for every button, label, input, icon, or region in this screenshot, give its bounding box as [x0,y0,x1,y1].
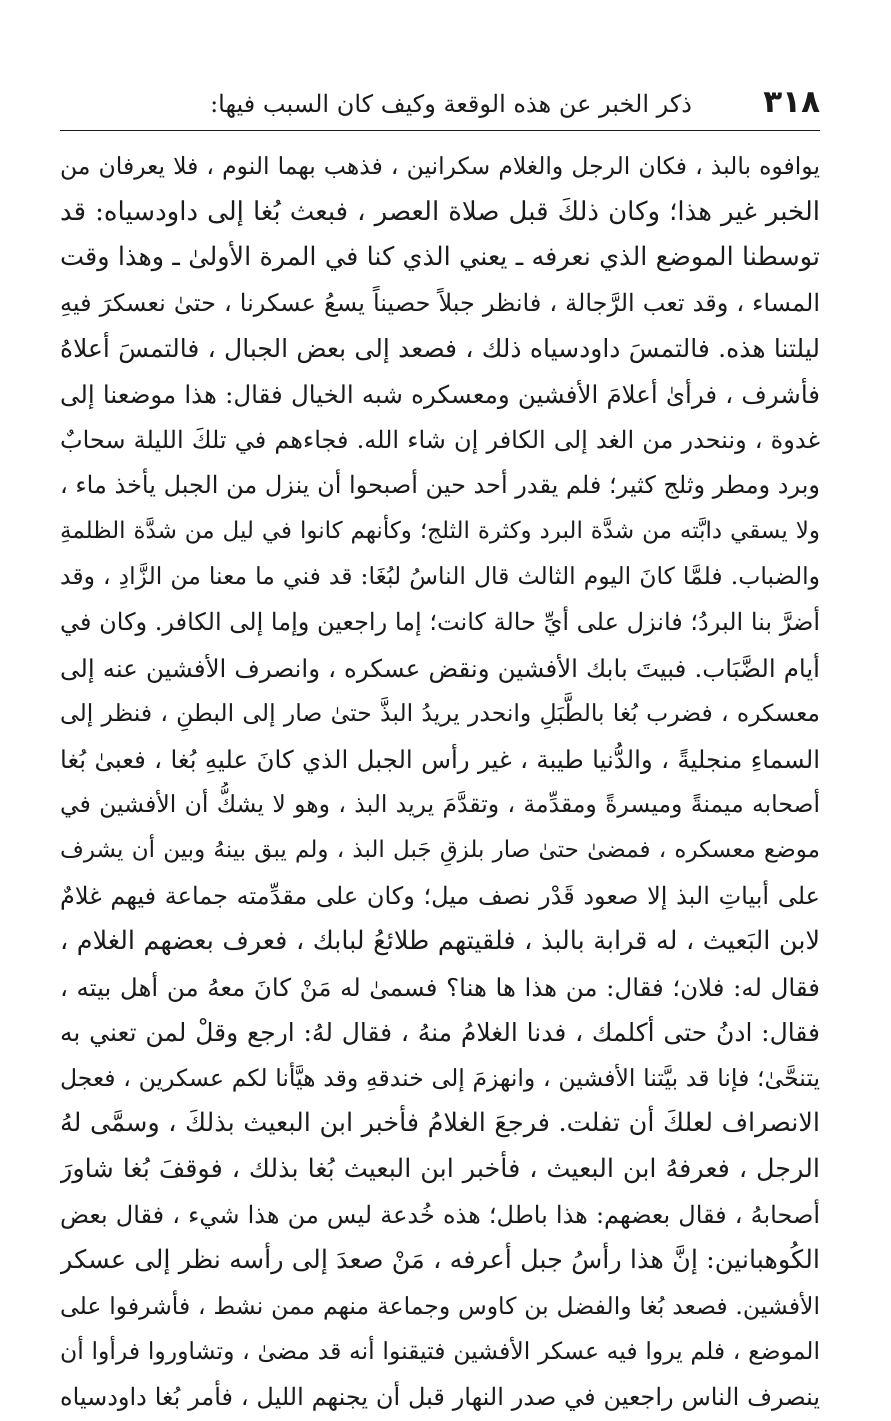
text-line: الخبر غير هذا؛ وكان ذلكَ قبل صلاة العصر ، فبعث بُغا إلى داودسياه: قد [60,196,820,227]
text-line: والضباب. فلمَّا كانَ اليوم الثالث قال الناسُ لبُغَا: قد فني ما معنا من الزَّادِ ، وقد [60,562,820,591]
text-line: الانصراف لعلكَ أن تفلت. فرجعَ الغلامُ فأخبر ابن البعيث بذلكَ ، وسمَّى لهُ [60,1108,820,1139]
text-line: توسطنا الموضع الذي نعرفه ـ يعني الذي كنا في المرة الأولىٰ ـ وهذا وقت [60,242,820,273]
text-line: الأفشين. فصعد بُغا والفضل بن كاوس وجماعة منهم ممن نشط ، فأشرفوا على [60,1291,820,1320]
text-line: السماءِ منجليةً ، والدُّنيا طيبة ، غير رأس الجبل الذي كانَ عليهِ بُغا ، فعبىٰ بُغا [60,744,820,774]
header-rule [60,130,820,131]
text-line: ليلتنا هذه. فالتمسَ داودسياه ذلك ، فصعد إلى بعض الجبال ، فالتمسَ أعلاهُ [60,334,820,364]
text-line: أصحابهُ ، فقال بعضهم: هذا باطل؛ هذه خُدعة ليس من هذا شيء ، فقال بعض [60,1200,820,1229]
running-title: ذكر الخبر عن هذه الوقعة وكيف كان السبب فيها: [210,90,692,118]
text-line: أضرَّ بنا البردُ؛ فانزل على أيِّ حالة كانت؛ إما راجعين وإما إلى الكافر. وكان في [60,607,820,636]
text-line: على أبياتِ البذ إلا صعود قَدْر نصف ميل؛ وكان على مقدِّمته جماعة فيهم غلامٌ [60,881,820,910]
text-line: غدوة ، وننحدر من الغد إلى الكافر إن شاء الله. فجاءهم في تلكَ الليلة سحابٌ [60,425,820,454]
page-header [60,82,820,126]
text-line: فقال: ادنُ حتى أكلمك ، فدنا الغلامُ منهُ ، فقال لهُ: ارجع وقلْ لمن تعني به [60,1018,820,1048]
text-line: أصحابه ميمنةً وميسرةً ومقدِّمة ، وتقدَّمَ يريد البذ ، وهو لا يشكُّ أن الأفشين في [60,790,820,819]
text-line: فقال له: فلان؛ فقال: من هذا ها هنا؟ فسمىٰ له مَنْ كانَ معهُ من أهل بيته ، [60,972,820,1002]
text-line: ينصرف الناس راجعين في صدر النهار قبل أن يجنهم الليل ، فأمر بُغا داودسياه [60,1383,820,1412]
text-line: يتنحَّىٰ؛ فإنا قد بيَّتنا الأفشين ، وانهزمَ إلى خندقهِ وقد هيَّأنا لكم عسكرين ، فعجل [60,1063,820,1092]
text-line: وبرد ومطر وثلج كثير؛ فلم يقدر أحد حين أصبحوا أن ينزل من الجبل يأخذ ماء ، [60,471,820,500]
text-line: معسكره ، فضرب بُغا بالطَّبَلِ وانحدر يريدُ البذَّ حتىٰ صار إلى البطنِ ، فنظر إلى [60,699,820,728]
text-line: الكُوهبانين: إنَّ هذا رأسُ جبل أعرفه ، مَنْ صعدَ إلى رأسه نظر إلى عسكر [60,1245,820,1276]
text-line: أيام الضَّبَاب. فبيتَ بابك الأفشين ونقض عسكره ، وانصرف الأفشين عنه إلى [60,653,820,683]
text-line: المساء ، وقد تعب الرَّجالة ، فانظر جبلاً حصيناً يسعُ عسكرنا ، حتىٰ نعسكرَ فيهِ [60,288,820,317]
text-line: لابن البَعيث ، له قرابة بالبذ ، فلقيتهم طلائعُ لبابك ، فعرف بعضهم الغلام ، [60,926,820,957]
text-line: موضع معسكره ، فمضىٰ حتىٰ صار بلزقِ جَبل البذ ، ولم يبق بينهُ وبين أن يشرف [60,836,820,863]
body-text [60,144,820,1421]
text-line: ولا يسقي دابَّته من شدَّة البرد وكثرة الثلج؛ وكأنهم كانوا في ليل من شدَّة الظلمةِ [60,517,820,544]
page-number: ٣١٨ [763,84,820,120]
text-line: يوافوه بالبذ ، فكان الرجل والغلام سكرانين ، فذهب بهما النوم ، فلا يعرفان من [60,152,820,180]
text-line: فأشرف ، فرأىٰ أعلامَ الأفشين ومعسكره شبه الخيال فقال: هذا موضعنا إلى [60,379,820,409]
text-line: الموضع ، فلم يروا فيه عسكر الأفشين فتيقنوا أنه قد مضىٰ ، وتشاوروا فرأوا أن [60,1337,820,1366]
text-line: الرجل ، فعرفهُ ابن البعيث ، فأخبر ابن البعيث بُغا بذلك ، فوقفَ بُغا شاورَ [60,1154,820,1185]
